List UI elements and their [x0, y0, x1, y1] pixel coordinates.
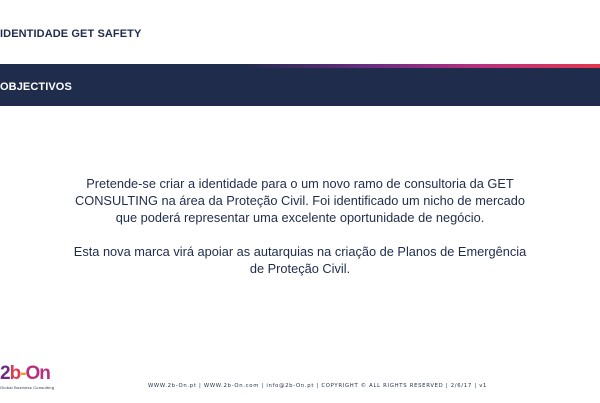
footer-text: WWW.2b-On.pt | WWW.2b-On.com | info@2b-On.pt | COPYRIGHT © ALL RIGHTS RESERVED | 2/6/17 | v1	[148, 383, 488, 389]
company-logo	[0, 363, 55, 394]
section-header-bar	[0, 68, 600, 106]
body-paragraph-2: Esta nova marca virá apoiar as autarquias na criação de Planos de Emergência de Proteção Civil.	[73, 244, 527, 276]
logo-wordmark: 2b-On	[0, 363, 50, 384]
logo-tagline: Global Business Consulting	[0, 385, 55, 390]
section-title: OBJECTIVOS	[0, 81, 72, 93]
body-paragraph-1: Pretende-se criar a identidade para o um novo ramo de consultoria da GET CONSULTING na área da Proteção Civil. Foi identificado um nicho de mercado que poderá representar uma excelente oportunidade de negócio.	[75, 176, 525, 225]
page-title: IDENTIDADE GET SAFETY	[0, 28, 142, 40]
body-content	[70, 175, 530, 277]
